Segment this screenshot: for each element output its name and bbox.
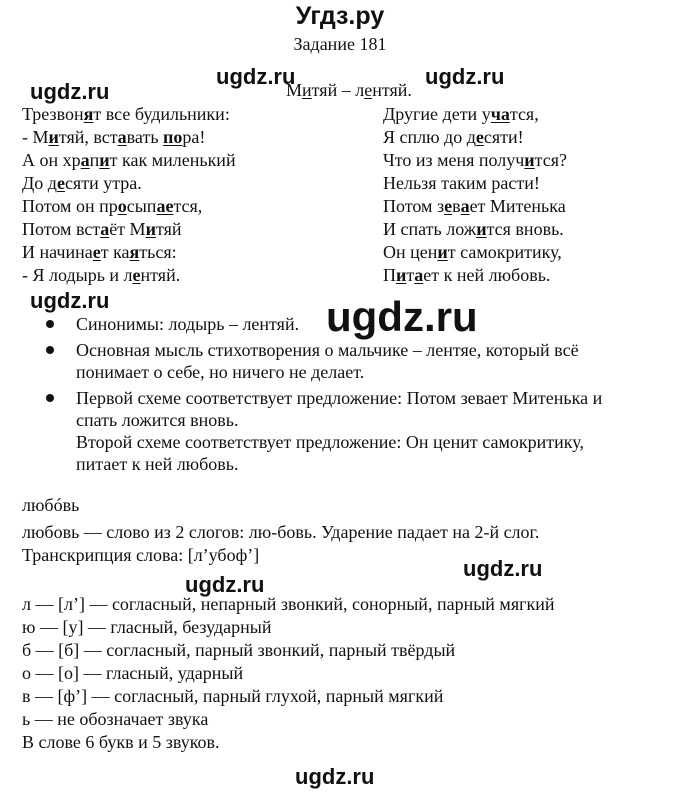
analysis-word: любóвь	[22, 495, 80, 515]
bullet-icon	[46, 320, 54, 328]
analysis-transcription: Транскрипция слова: [л’убоф’]	[22, 545, 260, 565]
poem-line: - Я лодырь и лентяй.	[22, 265, 181, 285]
watermark: ugdz.ru	[463, 556, 543, 581]
poem-line: Потом он просыпается,	[22, 196, 203, 216]
answer-text: питает к ней любовь.	[76, 454, 239, 474]
watermark: ugdz.ru	[326, 293, 478, 340]
bullet-icon	[46, 394, 54, 402]
poem-line: Трезвонят все будильники:	[22, 104, 230, 124]
answer-text: спать ложится вновь.	[76, 410, 239, 430]
bullet-icon	[46, 346, 54, 354]
watermark: ugdz.ru	[295, 764, 375, 789]
answer-text: Первой схеме соответствует предложение: Потом зевает Митенька и	[76, 388, 603, 408]
site-title: Угдз.ру	[295, 2, 385, 30]
letter-analysis-row: л — [л’] — согласный, непарный звонкий, сонорный, парный мягкий	[22, 594, 555, 614]
answer-text: Второй схеме соответствует предложение: Он ценит самокритику,	[76, 432, 584, 452]
poem-line: Я сплю до десяти!	[383, 127, 524, 147]
watermark: ugdz.ru	[216, 64, 296, 89]
poem-title: Митяй – лентяй.	[286, 80, 412, 100]
answer-item-main-idea	[44, 339, 674, 383]
answer-text: Основная мысль стихотворения о мальчике – лентяе, который всё	[76, 340, 579, 360]
poem-line: Потом зевает Митенька	[383, 196, 566, 216]
analysis-summary: В слове 6 букв и 5 звуков.	[22, 732, 220, 752]
letter-analysis-row: о — [о] — гласный, ударный	[22, 663, 244, 683]
poem-line: И спать ложится вновь.	[383, 219, 564, 239]
poem-line: Он ценит самокритику,	[383, 242, 562, 262]
poem-line: А он храпит как миленький	[22, 150, 236, 170]
task-title: Задание 181	[293, 34, 387, 54]
poem-line: Нельзя таким расти!	[383, 173, 540, 193]
poem-line: И начинает каяться:	[22, 242, 177, 262]
answer-text: Синонимы: лодырь – лентяй.	[76, 314, 300, 334]
answer-list	[44, 313, 674, 479]
answer-text: понимает о себе, но ничего не делает.	[76, 362, 365, 382]
poem-line: До десяти утра.	[22, 173, 142, 193]
watermark: ugdz.ru	[30, 79, 110, 104]
watermark: ugdz.ru	[185, 572, 265, 597]
letter-analysis-row: ю — [у] — гласный, безударный	[22, 617, 272, 637]
poem-line: Другие дети учатся,	[383, 104, 539, 124]
answer-item-synonyms	[44, 313, 674, 335]
analysis-syllables: любовь — слово из 2 слогов: лю-бовь. Ударение падает на 2-й слог.	[22, 522, 540, 542]
watermark: ugdz.ru	[30, 288, 110, 313]
poem-line: Питает к ней любовь.	[383, 265, 551, 285]
poem-line: Потом встаёт Митяй	[22, 219, 182, 239]
poem-line: - Митяй, вставать пора!	[22, 127, 206, 147]
letter-analysis-row: в — [ф’] — согласный, парный глухой, парный мягкий	[22, 686, 444, 706]
poem-line: Что из меня получится?	[383, 150, 568, 170]
answer-item-schemes	[44, 387, 674, 475]
letter-analysis-row: ь — не обозначает звука	[22, 709, 209, 729]
letter-analysis-row: б — [б] — согласный, парный звонкий, парный твёрдый	[22, 640, 456, 660]
watermark: ugdz.ru	[425, 64, 505, 89]
